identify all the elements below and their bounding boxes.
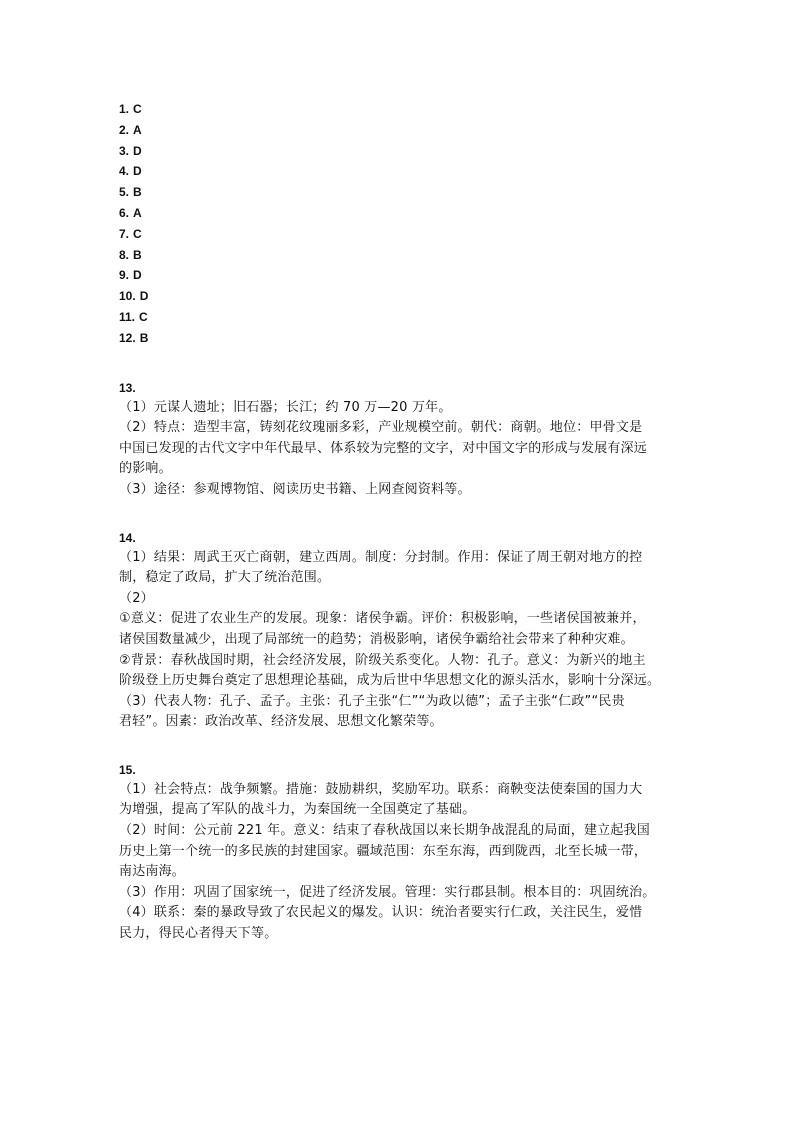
mc-number: 8. [119,247,130,262]
answer-line: 诸侯国数量减少，出现了局部统一的趋势；消极影响，诸侯争霸给社会带来了种种灾难。 [119,631,634,647]
mc-answer-6 [119,203,691,224]
mc-number: 7. [119,226,130,241]
mc-number: 6. [119,205,130,220]
question-number: 14. [119,530,136,545]
mc-letter: D [133,268,142,283]
answer-line: 中国已发现的古代文字中年代最早、体系较为完整的文字，对中国文字的形成与发展有深远 [119,440,648,456]
answer-line: （2）时间：公元前 221 年。意义：结束了春秋战国以来长期争战混乱的局面，建立起我国 [119,823,650,839]
mc-letter: D [139,289,149,304]
mc-number: 2. [119,122,130,137]
mc-letter: B [133,185,142,200]
answer-line: 南达南海。 [119,864,186,880]
answer-line: 民力，得民心者得天下等。 [119,926,278,942]
multiple-choice-answers [119,99,691,349]
question-number: 15. [119,762,136,777]
mc-letter: D [133,143,142,158]
answer-line: ②背景：春秋战国时期，社会经济发展，阶级关系变化。人物：孔子。意义：为新兴的地主 [119,652,646,668]
mc-number: 1. [119,102,130,116]
answer-line: 阶级登上历史舞台奠定了思想理论基础，成为后世中华思想文化的源头活水，影响十分深远。 [119,673,661,689]
mc-letter: C [133,102,142,116]
question-13-answer [119,378,691,501]
mc-letter: C [139,309,148,324]
mc-letter: D [133,164,142,179]
mc-number: 11. [119,309,136,324]
answer-line: 为增强，提高了军队的战斗力，为秦国统一全国奠定了基础。 [119,802,476,818]
mc-answer-4 [119,161,691,182]
answer-line: （3）代表人物：孔子、孟子。主张：孔子主张“仁”“为政以德”；孟子主张“仁政”“民贵 [119,693,625,709]
mc-letter: C [133,226,142,241]
mc-number: 10. [119,289,136,304]
mc-answer-11 [119,307,691,328]
mc-letter: B [139,330,149,345]
answer-line: （1）元谋人遗址；旧石器；长江；约 70 万—20 万年。 [119,399,452,415]
mc-answer-12 [119,328,691,349]
answer-line: （4）联系：秦的暴政导致了农民起义的爆发。认识：统治者要实行仁政，关注民生，爱惜 [119,905,643,921]
mc-answer-10 [119,286,691,307]
question-14-answer [119,528,691,733]
mc-letter: A [133,205,142,220]
mc-letter: B [133,247,142,262]
answer-line: 的影响。 [119,461,172,477]
mc-number: 5. [119,185,130,200]
answer-line: ①意义：促进了农业生产的发展。现象：诸侯争霸。评价：积极影响，一些诸侯国被兼并， [119,611,646,627]
answer-line: 历史上第一个统一的多民族的封建国家。疆域范围：东至东海，西到陇西，北至长城一带， [119,843,648,859]
answer-line: （2）特点：造型丰富，铸刻花纹瑰丽多彩，产业规模空前。朝代：商朝。地位：甲骨文是 [119,420,643,436]
mc-answer-3 [119,141,691,162]
mc-answer-2 [119,120,691,141]
mc-answer-1 [119,99,691,120]
mc-number: 12. [119,330,136,345]
mc-answer-7 [119,224,691,245]
question-15-answer [119,760,691,945]
mc-number: 3. [119,143,130,158]
answer-line: （3）途径：参观博物馆、阅读历史书籍、上网查阅资料等。 [119,481,471,497]
mc-number: 9. [119,268,130,283]
answer-line: （3）作用：巩固了国家统一，促进了经济发展。管理：实行郡县制。根本目的：巩固统治。 [119,884,656,900]
mc-letter: A [133,122,142,137]
question-number: 13. [119,380,136,395]
answer-line: 制，稳定了政局，扩大了统治范围。 [119,570,331,586]
answer-content [119,99,691,945]
mc-number: 4. [119,164,130,179]
answer-line: （2） [119,590,154,606]
mc-answer-8 [119,245,691,266]
answer-line: 君轻”。因素：政治改革、经济发展、思想文化繁荣等。 [119,714,443,730]
mc-answer-9 [119,265,691,286]
answer-line: （1）结果：周武王灭亡商朝，建立西周。制度：分封制。作用：保证了周王朝对地方的控 [119,549,643,565]
mc-answer-5 [119,182,691,203]
answer-line: （1）社会特点：战争频繁。措施：鼓励耕织，奖励军功。联系：商鞅变法使秦国的国力大 [119,781,643,797]
